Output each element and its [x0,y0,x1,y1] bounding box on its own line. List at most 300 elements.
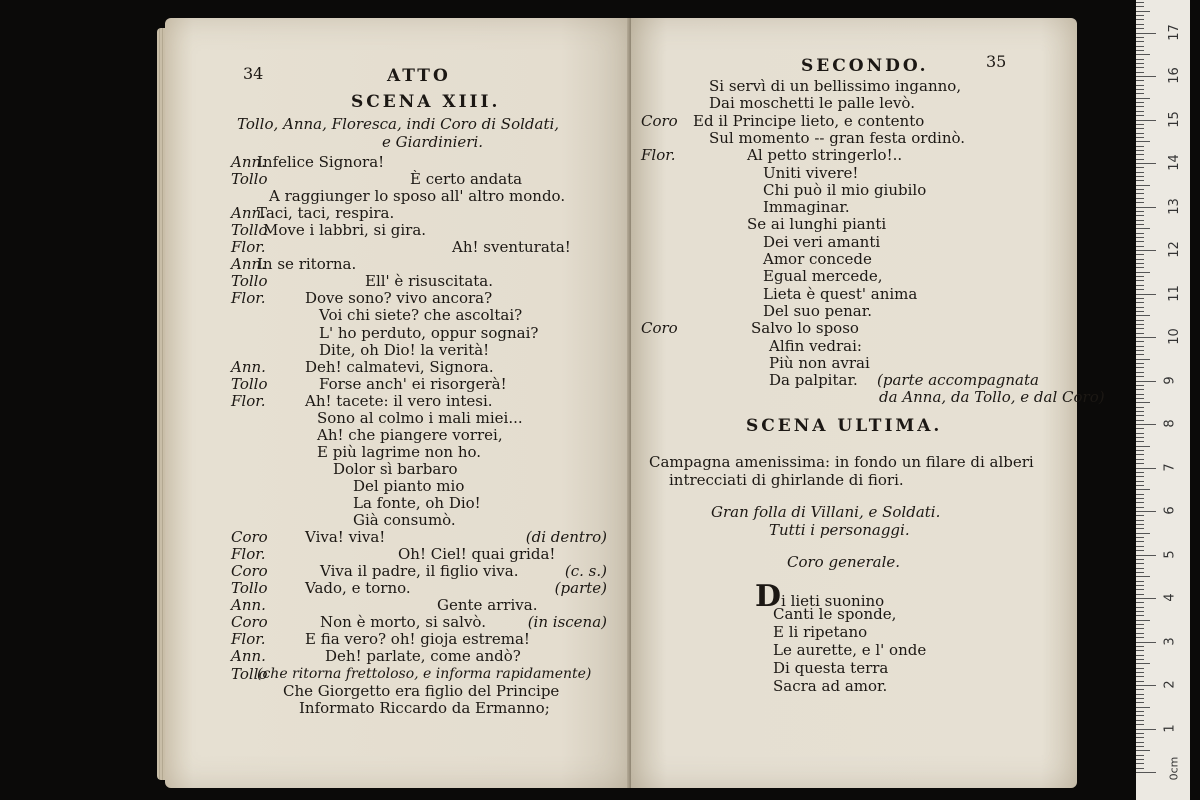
ruler-tick [1136,63,1144,64]
ruler-number: 7 [1162,462,1178,472]
scene-title: SCENA XIII. [351,92,501,112]
ruler-tick [1136,633,1144,634]
ruler-tick [1136,346,1144,347]
speaker-label: Coro [231,562,268,581]
ruler-tick [1136,398,1144,399]
ruler-tick [1136,354,1144,355]
ruler-tick [1136,594,1144,595]
speaker-label: Tollo [231,272,268,291]
ruler-tick [1136,367,1144,368]
ruler-tick [1136,711,1144,712]
verse-line: Sacra ad amor. [773,677,888,695]
ruler-tick [1136,437,1144,438]
ruler-tick [1136,285,1144,286]
ruler-tick [1136,672,1144,673]
verse-line: Di questa terra [773,659,889,677]
ruler-tick [1136,668,1144,669]
ruler-tick [1136,759,1144,760]
ruler-number: 10 [1166,328,1182,345]
ruler-tick [1136,224,1144,225]
ruler-tick [1136,254,1144,255]
ruler-tick [1136,19,1144,20]
dialogue-line: Gente arriva. [437,596,538,615]
dialogue-line: Ah! che piangere vorrei, [317,425,503,444]
ruler-tick [1136,324,1144,325]
ruler-tick [1136,263,1144,264]
ruler-tick [1136,676,1144,677]
ruler-tick [1136,89,1144,90]
ruler-tick [1136,6,1144,7]
ruler-tick [1136,54,1150,55]
dialogue-line: L' ho perduto, oppur sognai? [319,323,539,342]
left-page [165,18,631,788]
ruler-tick [1136,93,1144,94]
dialogue-line: Si servì di un bellissimo inganno, [709,77,962,95]
ruler-number: 13 [1166,197,1182,215]
ruler-tick [1136,185,1150,186]
setting-line: Campagna amenissima: in fondo un filare di alberi [649,453,1034,471]
speaker-label: Ann. [231,647,266,666]
ruler-tick [1136,11,1150,12]
ruler-tick [1136,289,1144,290]
ruler-tick [1136,259,1144,260]
stage-direction: (in iscena) [527,613,607,632]
speaker-label: Tollo [231,221,268,240]
ruler-tick [1136,446,1150,447]
ruler-tick [1136,742,1144,743]
ruler-tick [1136,276,1144,277]
ruler-tick [1136,550,1144,551]
ruler-tick [1136,198,1144,199]
speaker-label: Flor. [641,146,676,165]
ruler-tick [1136,389,1144,390]
drop-cap: D [755,579,782,614]
dialogue-line: Se ai lunghi pianti [747,215,887,234]
dialogue-line: Del pianto mio [353,476,465,495]
dialogue-line: Da palpitar. [769,371,858,390]
dialogue-line: Move i labbri, si gira. [263,221,427,240]
ruler-tick [1136,637,1144,638]
ruler-tick [1136,620,1150,621]
ruler-tick [1136,698,1144,699]
ruler-number: 12 [1166,241,1182,258]
ruler-tick [1136,555,1156,556]
ruler-tick [1136,215,1144,216]
ruler-tick [1136,481,1144,482]
ruler-tick [1136,394,1144,395]
dialogue-line: Ah! sventurata! [452,238,571,257]
speaker-label: Flor. [231,391,266,410]
ruler-tick [1136,176,1144,177]
ruler-tick [1136,193,1144,194]
ruler-tick [1136,241,1144,242]
ruler-tick [1136,520,1144,521]
stage-direction: (c. s.) [564,562,607,581]
ruler-tick [1136,546,1144,547]
dialogue-line: Salvo lo sposo [751,319,859,338]
ruler-tick [1136,433,1144,434]
dialogue-line: (che ritorna frettoloso, e informa rapidamente) [257,665,592,682]
ruler-tick [1136,598,1156,599]
ruler-tick [1136,137,1144,138]
dialogue-line: A raggiunger lo sposo all' altro mondo. [269,187,566,206]
ruler-tick [1136,302,1144,303]
dialogue-line: Già consumò. [353,511,456,530]
dialogue-line: Vado, e torno. [305,579,411,598]
act-header: ATTO [387,66,451,86]
ruler-tick [1136,59,1144,60]
ruler-tick [1136,207,1156,208]
ruler-tick [1136,476,1144,477]
ruler-tick [1136,424,1156,425]
ruler-tick [1136,167,1144,168]
ruler-number: 4 [1162,593,1178,602]
ruler-tick [1136,33,1156,34]
dialogue-line: E fia vero? oh! gioja estrema! [305,630,530,649]
ruler-tick [1136,115,1144,116]
dialogue-line: Del suo penar. [763,301,872,320]
speaker-label: Flor. [231,238,266,257]
ruler-tick [1136,450,1144,451]
ruler-tick [1136,311,1144,312]
ruler-tick [1136,315,1150,316]
ruler-tick [1136,468,1156,469]
ruler-tick [1136,733,1144,734]
ruler-number: 9 [1162,375,1178,385]
ruler-number: 5 [1162,549,1178,559]
ruler-tick [1136,15,1144,16]
dialogue-line: Deh! calmatevi, Signora. [305,357,494,376]
ruler-tick [1136,298,1144,299]
ruler-tick [1136,385,1144,386]
ruler-tick [1136,454,1144,455]
dialogue-line: Ed il Principe lieto, e contento [693,111,925,130]
dialogue-line: Lieta è quest' anima [763,284,918,303]
ruler-tick [1136,37,1144,38]
ruler-tick [1136,328,1144,329]
ruler-tick [1136,602,1144,603]
ruler-tick [1136,128,1144,129]
ruler-tick [1136,337,1156,338]
ruler-tick [1136,589,1144,590]
speaker-label: Ann. [231,255,266,274]
ruler-tick [1136,106,1144,107]
dialogue-line: Infelice Signora! [257,153,385,171]
ruler-tick [1136,511,1156,512]
ruler-tick [1136,768,1144,769]
ruler-tick [1136,272,1150,273]
ruler-tick [1136,67,1144,68]
ruler-tick [1136,541,1144,542]
ruler-tick [1136,655,1144,656]
ruler-tick [1136,28,1144,29]
ruler-number: 3 [1162,636,1178,646]
dialogue-line: Chi può il mio giubilo [763,180,927,199]
dialogue-line: Ell' è risuscitata. [365,272,494,291]
ruler-tick [1136,180,1144,181]
verse-line: E li ripetano [773,623,868,641]
ruler-tick [1136,233,1144,234]
ruler-tick [1136,559,1144,560]
ruler-tick [1136,341,1144,342]
ruler-number: 1 [1162,723,1178,733]
ruler-tick [1136,694,1144,695]
ruler-tick [1136,428,1144,429]
ruler-tick [1136,729,1156,730]
dialogue-line: Egual mercede, [763,267,883,286]
ruler-tick [1136,172,1144,173]
ruler-tick [1136,359,1150,360]
cast-line: Tollo, Anna, Floresca, indi Coro di Soldati, [237,115,560,133]
ruler-tick [1136,572,1144,573]
speaker-label: Tollo [231,664,268,683]
ruler-tick [1136,72,1144,73]
ruler-tick [1136,537,1144,538]
ruler-tick [1136,576,1150,577]
ruler-tick [1136,381,1156,382]
ruler-tick [1136,763,1144,764]
ruler-tick [1136,772,1156,773]
ruler-tick [1136,415,1144,416]
ruler-tick [1136,581,1144,582]
left-page-number: 34 [243,64,264,83]
ruler-tick [1136,220,1144,221]
dialogue-line: La fonte, oh Dio! [353,494,481,512]
dialogue-line: Al petto stringerlo!.. [747,146,903,165]
ruler-tick [1136,646,1144,647]
ruler-tick [1136,642,1156,643]
scene-title: SCENA ULTIMA. [746,416,943,436]
ruler-tick [1136,737,1144,738]
speaker-label: Coro [231,613,268,632]
ruler-tick [1136,333,1144,334]
right-page-number: 35 [986,52,1007,71]
ruler-tick [1136,650,1144,651]
ruler-tick [1136,402,1150,403]
measurement-ruler [1136,0,1190,800]
dialogue-line: Informato Riccardo da Ermanno; [299,698,550,717]
ruler-tick [1136,628,1144,629]
crowd-line: Gran folla di Villani, e Soldati. [711,503,941,521]
ruler-number: 17 [1166,23,1182,41]
ruler-tick [1136,489,1150,490]
ruler-tick [1136,363,1144,364]
dialogue-line: Dei veri amanti [763,232,881,251]
ruler-tick [1136,485,1144,486]
dialogue-line: È certo andata [410,170,523,189]
cast-line: e Giardinieri. [382,133,484,151]
dialogue-line: Alfin vedrai: [769,336,862,355]
ruler-tick [1136,441,1144,442]
ruler-tick [1136,250,1156,251]
speaker-label: Tollo [231,374,268,393]
ruler-tick [1136,685,1156,686]
stage-direction: (di dentro) [525,528,607,547]
ruler-number: 14 [1166,154,1182,171]
ruler-tick [1136,494,1144,495]
speaker-label: Ann. [231,204,266,223]
ruler-tick [1136,715,1144,716]
ruler-tick [1136,80,1144,81]
dialogue-line: Ah! tacete: il vero intesi. [305,391,493,410]
dialogue-line: Che Giorgetto era figlio del Principe [283,681,560,700]
verse-line: Le aurette, e l' onde [773,641,927,659]
ruler-tick [1136,163,1156,164]
ruler-tick [1136,50,1144,51]
ruler-tick [1136,407,1144,408]
ruler-tick [1136,211,1144,212]
ruler-tick [1136,611,1144,612]
ruler-tick [1136,563,1144,564]
ruler-tick [1136,524,1144,525]
dialogue-line: Sono al colmo i mali miei... [317,408,523,427]
ruler-tick [1136,702,1144,703]
dialogue-line: Dite, oh Dio! la verità! [319,340,490,359]
speaker-label: Ann. [231,153,266,171]
ruler-tick [1136,607,1144,608]
act-header: SECONDO. [801,56,929,76]
ruler-tick [1136,528,1144,529]
crowd-line: Tutti i personaggi. [769,521,910,539]
ruler-tick [1136,507,1144,508]
ruler-tick [1136,372,1144,373]
dialogue-line: E più lagrime non ho. [317,442,482,461]
speaker-label: Coro [641,319,678,338]
dialogue-line: Viva il padre, il figlio viva. [320,562,519,581]
ruler-tick [1136,141,1150,142]
ruler-tick [1136,246,1144,247]
dialogue-line: Uniti vivere! [763,163,859,182]
speaker-label: Flor. [231,289,266,308]
speaker-label: Coro [231,528,268,547]
ruler-tick [1136,502,1144,503]
ruler-tick [1136,85,1144,86]
speaker-label: Ann. [231,596,266,615]
ruler-tick [1136,681,1144,682]
dialogue-line: Amor concede [763,250,872,268]
ruler-tick [1136,746,1144,747]
dialogue-line: Sul momento -- gran festa ordinò. [709,128,966,147]
ruler-tick [1136,689,1144,690]
ruler-tick [1136,585,1144,586]
ruler-tick [1136,76,1156,77]
ruler-number: 2 [1162,680,1178,689]
ruler-tick [1136,2,1144,3]
dialogue-line: Dolor sì barbaro [333,459,458,478]
ruler-tick [1136,659,1144,660]
ruler-tick [1136,202,1144,203]
open-book [165,18,1105,788]
ruler-tick [1136,420,1144,421]
ruler-tick [1136,102,1144,103]
ruler-tick [1136,663,1150,664]
ruler-tick [1136,307,1144,308]
ruler-tick [1136,111,1144,112]
ruler-tick [1136,124,1144,125]
dialogue-line: In se ritorna. [257,255,357,274]
ruler-tick [1136,150,1144,151]
dialogue-line: Deh! parlate, come andò? [325,647,521,666]
ruler-tick [1136,498,1144,499]
ruler-tick [1136,237,1144,238]
ruler-number: 15 [1166,110,1182,128]
ruler-tick [1136,133,1144,134]
ruler-tick [1136,724,1144,725]
ruler-number: 8 [1162,419,1178,428]
ruler-tick [1136,624,1144,625]
ruler-tick [1136,24,1144,25]
ruler-tick [1136,472,1144,473]
ruler-tick [1136,159,1144,160]
dialogue-line: Oh! Ciel! quai grida! [398,545,556,564]
ruler-tick [1136,280,1144,281]
ruler-tick [1136,189,1144,190]
dialogue-line: Forse anch' ei risorgerà! [319,374,507,393]
ruler-tick [1136,515,1144,516]
dialogue-line: da Anna, da Tollo, e dal Coro) [879,388,1105,407]
stage-direction: (parte accompagnata [877,371,1039,390]
ruler-number: 11 [1166,284,1182,302]
dialogue-line: Dove sono? vivo ancora? [305,289,493,308]
ruler-tick [1136,568,1144,569]
ruler-tick [1136,120,1156,121]
setting-line: intrecciati di ghirlande di fiori. [669,471,904,489]
verse-line: Canti le sponde, [773,605,897,623]
ruler-number: 6 [1162,506,1178,515]
ruler-tick [1136,294,1156,295]
ruler-tick [1136,533,1150,534]
speaker-label: Flor. [231,630,266,649]
ruler-tick [1136,350,1144,351]
dialogue-line: Non è morto, si salvò. [320,613,486,632]
ruler-tick [1136,376,1144,377]
ruler-tick [1136,146,1144,147]
verse-text: i lieti suonino [781,592,885,610]
chorus-title: Coro generale. [787,553,901,571]
ruler-tick [1136,98,1150,99]
ruler-tick [1136,459,1144,460]
ruler-tick [1136,154,1144,155]
speaker-label: Coro [641,111,678,130]
dialogue-line: Dai moschetti le palle levò. [709,94,915,113]
ruler-unit: 0cm [1167,756,1181,781]
ruler-tick [1136,46,1144,47]
ruler-tick [1136,720,1144,721]
ruler-tick [1136,750,1150,751]
ruler-tick [1136,320,1144,321]
ruler-tick [1136,755,1144,756]
ruler-tick [1136,267,1144,268]
ruler-tick [1136,463,1144,464]
speaker-label: Tollo [231,170,268,189]
dialogue-line: Più non avrai [769,353,870,372]
dialogue-line: Taci, taci, respira. [257,204,395,223]
speaker-label: Tollo [231,579,268,598]
right-page [631,18,1105,788]
dialogue-line: Viva! viva! [305,528,386,547]
dialogue-line: Immaginar. [763,198,850,217]
ruler-tick [1136,707,1150,708]
dialogue-line: Voi chi siete? che ascoltai? [319,306,523,325]
speaker-label: Flor. [231,545,266,564]
speaker-label: Ann. [231,357,266,376]
ruler-tick [1136,41,1144,42]
ruler-tick [1136,615,1144,616]
ruler-number: 16 [1166,67,1182,84]
ruler-tick [1136,411,1144,412]
ruler-tick [1136,228,1150,229]
stage-direction: (parte) [554,579,607,598]
